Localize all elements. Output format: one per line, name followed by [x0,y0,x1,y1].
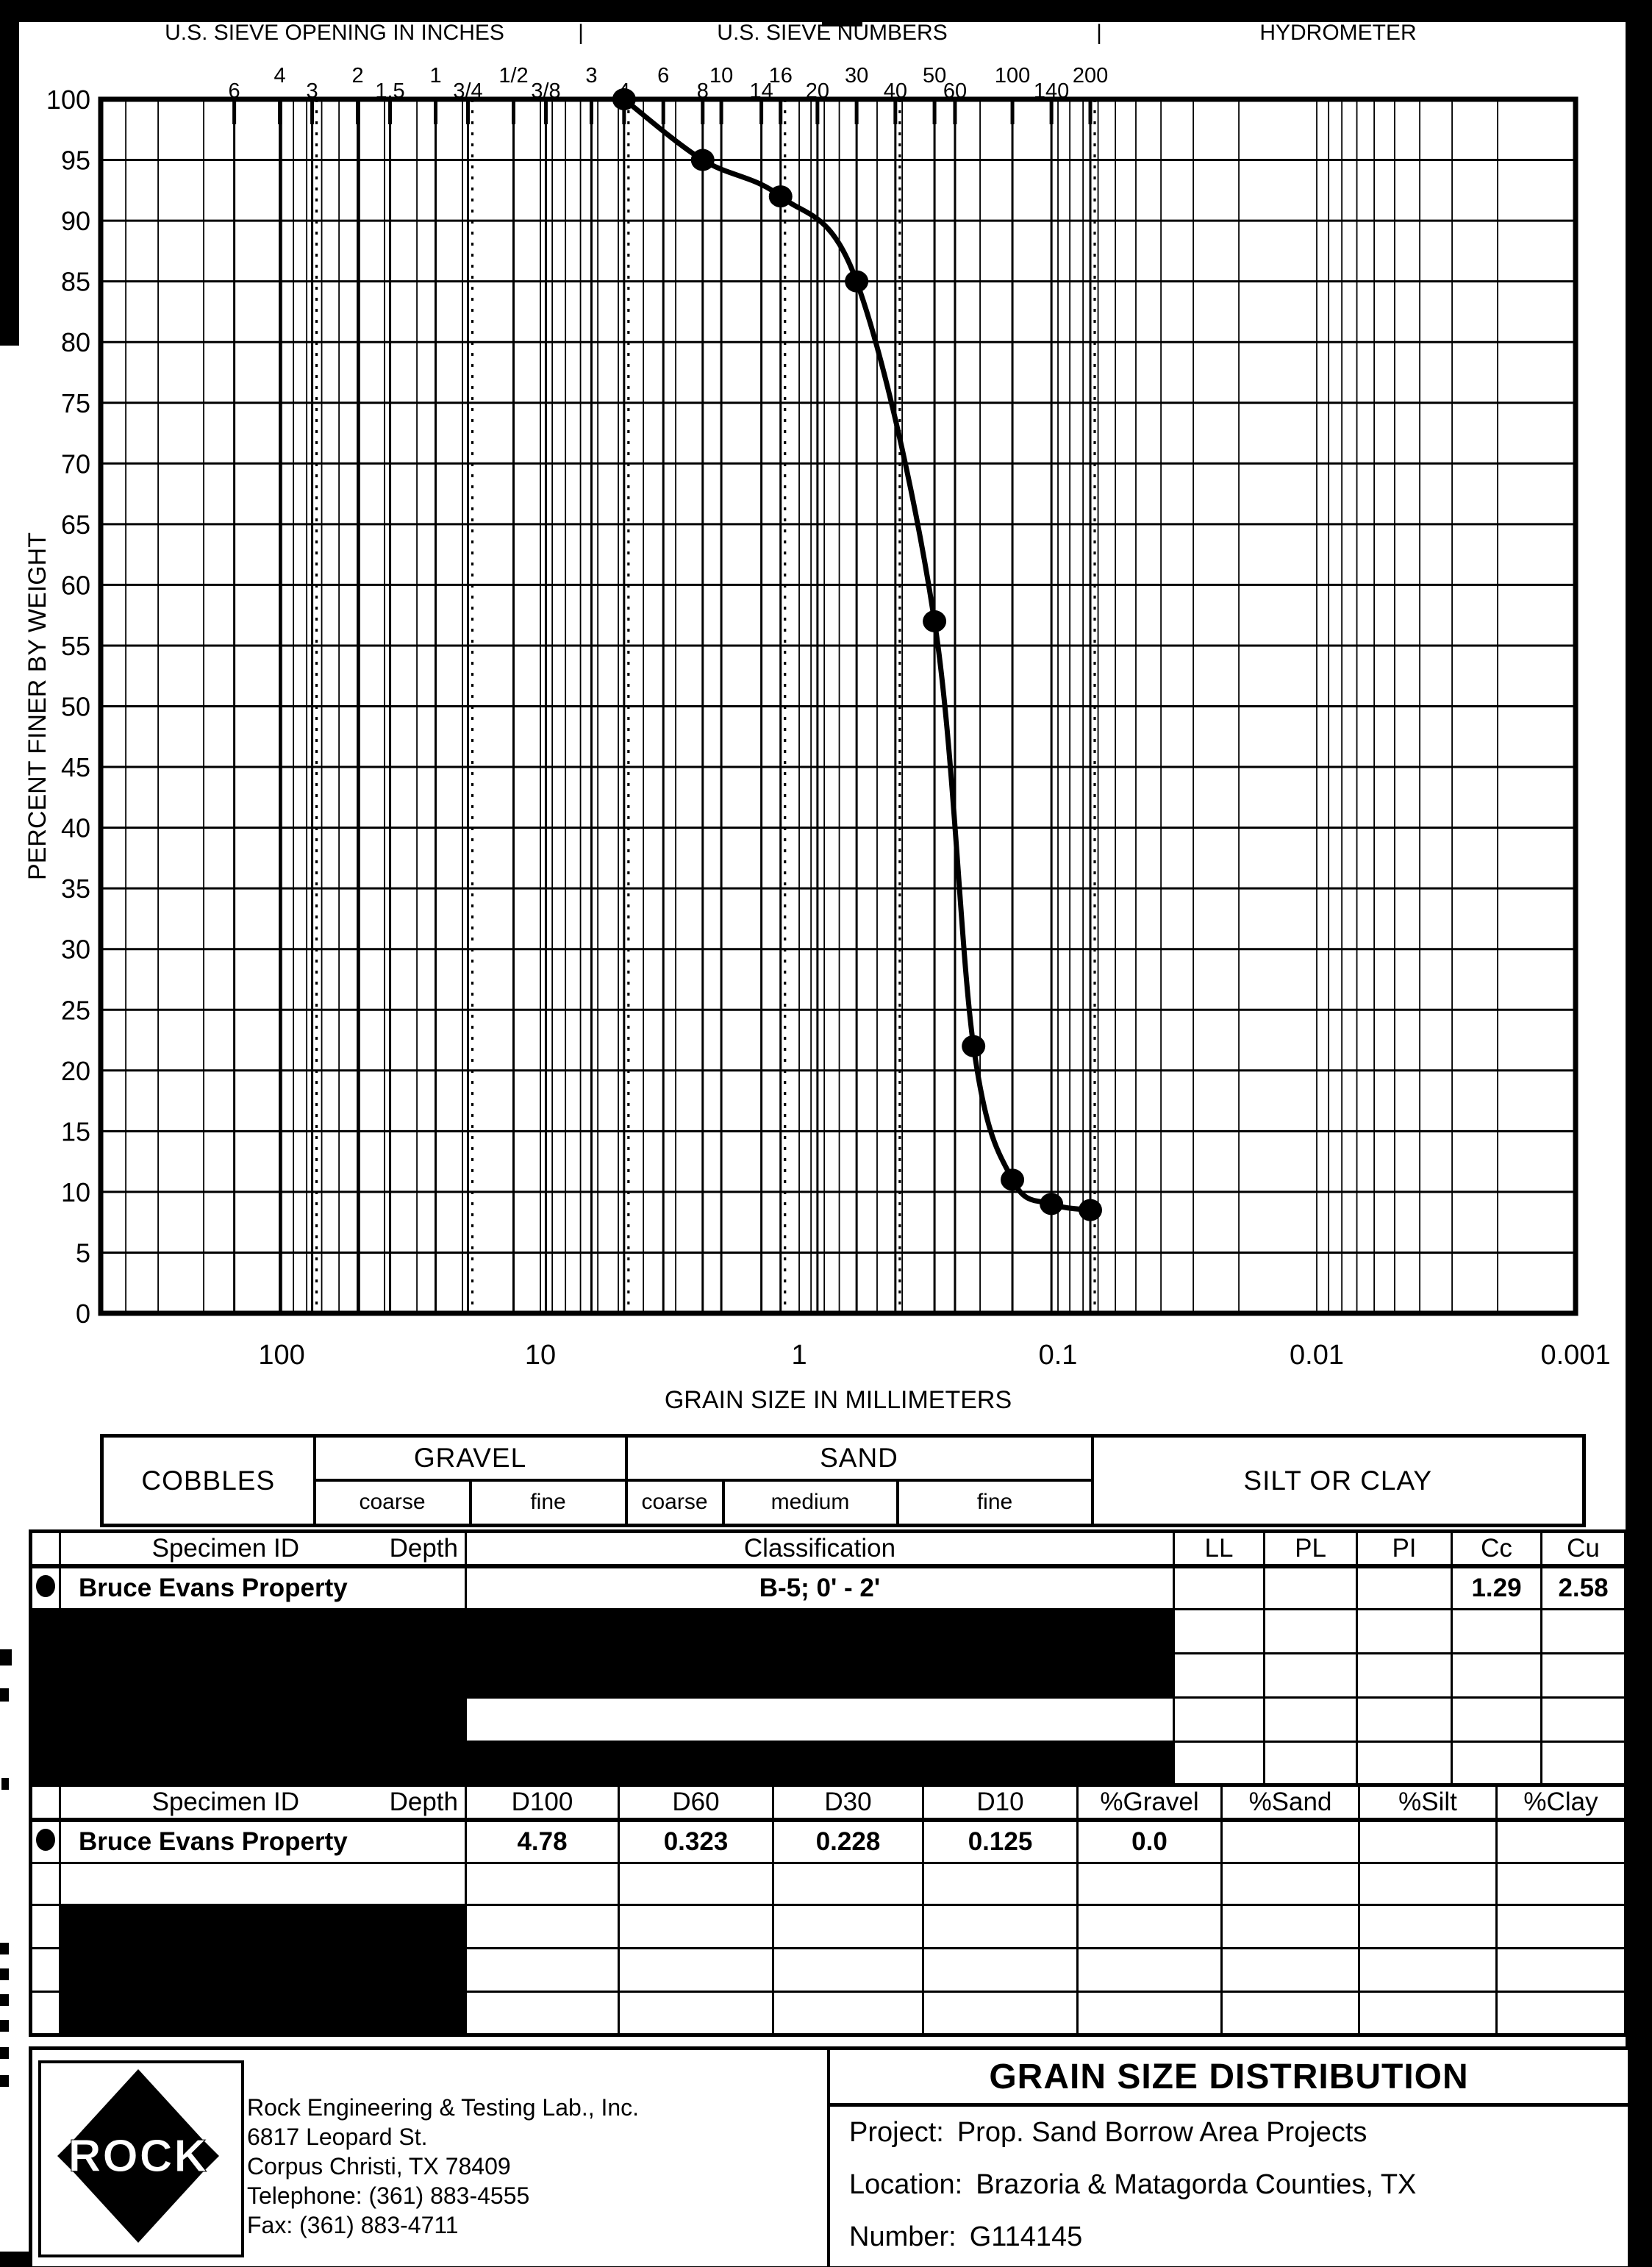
y-axis-tick-label: 80 [60,327,90,358]
specimen-id-cell: Bruce Evans Property [60,1820,466,1863]
clay-header: %Clay [1497,1785,1626,1821]
y-axis-tick-label: 70 [60,449,90,479]
project-info-section [830,2050,1628,2266]
sieve-tick-label: 6 [228,79,240,103]
sieve-tick-label: 3/8 [531,79,561,103]
band-sand-medium: medium [723,1480,898,1526]
y-axis-tick-label: 0 [75,1299,90,1329]
scan-mark [0,2020,9,2032]
y-axis-tick-label: 65 [60,509,90,540]
x-axis-tick-label: 0.001 [1540,1340,1611,1371]
y-axis-tick-label: 55 [60,630,90,661]
x-axis-tick-label: 0.1 [1038,1340,1078,1371]
band-gravel: GRAVEL [315,1436,626,1480]
data-point [691,149,715,171]
sieve-tick-label: 8 [696,79,709,103]
pl-header: PL [1265,1532,1357,1567]
x-axis-title: GRAIN SIZE IN MILLIMETERS [664,1386,1012,1414]
classification-header: Classification [466,1532,1174,1567]
data-point [962,1035,985,1057]
cc-cell: 1.29 [1452,1566,1542,1609]
y-axis-tick-label: 60 [60,570,90,601]
gravel-header: %Gravel [1078,1785,1222,1821]
lab-street: 6817 Leopard St. [247,2124,428,2150]
sieve-tick-label: 40 [883,79,907,103]
sieve-tick-label: 1 [429,64,442,88]
redacted-block [60,1904,466,1948]
number-value: G114145 [969,2221,1083,2252]
sieve-tick-label: 10 [709,64,734,88]
d10-header: D10 [923,1785,1078,1821]
sieve-tick-label: 1/2 [498,64,529,88]
sieve-tick-label: 50 [922,64,947,88]
y-axis-tick-label: 45 [60,752,90,783]
scan-mark [1,1778,9,1790]
specimen-depth-header [60,1785,466,1821]
band-cobbles: COBBLES [102,1436,315,1526]
data-point [769,185,793,207]
x-axis-tick-label: 100 [258,1340,305,1371]
band-silt-or-clay: SILT OR CLAY [1093,1436,1584,1526]
clay-cell [1497,1820,1626,1863]
ll-cell [1174,1566,1265,1609]
sieve-inches-band-label: U.S. SIEVE OPENING IN INCHES [165,21,504,45]
table-row-redacted [31,1697,1626,1741]
y-axis-tick-label: 85 [60,266,90,297]
sieve-tick-label: 100 [994,64,1031,88]
band-gravel-coarse: coarse [315,1480,471,1526]
band-sand-coarse: coarse [626,1480,723,1526]
scan-mark [0,1994,9,2006]
specimen-depth-header [60,1532,466,1567]
y-axis-tick-label: 20 [60,1055,90,1086]
bullet-col-header [31,1785,60,1821]
table-row-redacted [31,1991,1626,2035]
gravel-cell: 0.0 [1078,1820,1222,1863]
redacted-block [60,1948,466,1991]
classification-cell: B-5; 0' - 2' [466,1566,1174,1609]
silt-header: %Silt [1359,1785,1497,1821]
y-axis-tick-label: 50 [60,691,90,722]
lab-fax: Fax: (361) 883-4711 [247,2212,459,2238]
report-title: GRAIN SIZE DISTRIBUTION [830,2050,1628,2107]
d60-header: D60 [619,1785,773,1821]
band-sand-fine: fine [898,1480,1093,1526]
data-point [1040,1193,1063,1215]
number-label: Number: [849,2221,956,2252]
lab-phone: Telephone: (361) 883-4555 [247,2182,530,2209]
soil-classification-bar [100,1434,1586,1527]
sieve-tick-label: 4 [273,64,286,88]
ll-header: LL [1174,1532,1265,1567]
y-axis-tick-label: 25 [60,995,90,1026]
sieve-tick-label: 140 [1033,79,1070,103]
silt-cell [1359,1820,1497,1863]
scan-mark [0,2047,9,2059]
cc-header: Cc [1452,1532,1542,1567]
data-point [1001,1168,1024,1190]
sieve-tick-label: 30 [844,64,869,88]
y-axis-title: PERCENT FINER BY WEIGHT [24,532,51,880]
project-row [830,2107,1628,2159]
table-row [31,1820,1626,1863]
d100-cell: 4.78 [466,1820,619,1863]
lab-info-section [32,2050,830,2266]
lab-city: Corpus Christi, TX 78409 [247,2153,511,2179]
table-row-redacted [31,1904,1626,1948]
sieve-tick-label: 60 [943,79,968,103]
rock-logo-icon [41,2063,235,2249]
pi-cell [1357,1566,1452,1609]
sand-header: %Sand [1222,1785,1359,1821]
sieve-tick-label: 6 [657,64,670,88]
data-point [923,610,946,632]
redacted-block [31,1653,1174,1697]
table-row-redacted [31,1741,1626,1785]
series-bullet-icon [36,1575,55,1597]
lab-address [247,2093,639,2240]
y-axis-tick-label: 15 [60,1116,90,1147]
x-axis-tick-label: 1 [791,1340,807,1371]
sieve-tick-label: 20 [805,79,830,103]
scan-mark [0,1943,9,1954]
sieve-tick-label: 3 [306,79,318,103]
x-axis-tick-label: 0.01 [1290,1340,1345,1371]
y-axis-tick-label: 5 [75,1238,90,1268]
sieve-tick-label: 2 [351,64,364,88]
sieve-tick-label: 14 [749,79,773,103]
lab-name: Rock Engineering & Testing Lab., Inc. [247,2094,640,2121]
d-values-table [29,1783,1628,2037]
table-row-redacted [31,1948,1626,1991]
project-label: Project: [849,2117,944,2148]
redacted-block [60,1991,466,2035]
data-point [612,88,636,110]
rock-logo-text: ROCK [68,2131,209,2182]
scan-mark [0,1649,12,1666]
pi-header: PI [1357,1532,1452,1567]
depth-header: Depth [389,1788,458,1816]
number-row [830,2211,1628,2263]
sieve-tick-label: 3/4 [453,79,483,103]
bullet-col-header [31,1532,60,1567]
sieve-tick-label: 200 [1072,64,1109,88]
sieve-numbers-band-label: U.S. SIEVE NUMBERS [717,21,948,45]
d30-cell: 0.228 [773,1820,923,1863]
y-axis-tick-label: 95 [60,145,90,176]
table-row-redacted [31,1609,1626,1653]
specimen-id-header: Specimen ID [151,1534,299,1563]
data-point [1079,1199,1102,1221]
table-row-redacted [31,1653,1626,1697]
sieve-tick-label: 1.5 [375,79,405,103]
y-axis-tick-label: 40 [60,813,90,843]
scan-mark [0,1688,9,1702]
pl-cell [1265,1566,1357,1609]
y-axis-tick-label: 90 [60,206,90,237]
y-axis-tick-label: 100 [46,85,90,115]
d30-header: D30 [773,1785,923,1821]
classification-table [29,1529,1628,1788]
table-row-empty [31,1863,1626,1904]
x-axis-tick-label: 10 [524,1340,557,1371]
data-point [845,271,868,293]
series-bullet-icon [36,1829,55,1851]
hydrometer-band-label: HYDROMETER [1259,21,1417,45]
location-row [830,2159,1628,2211]
band-gravel-fine: fine [471,1480,626,1526]
y-axis-tick-label: 35 [60,874,90,904]
bullet-cell [31,1820,60,1863]
rock-logo [38,2060,244,2257]
band-separator: | [578,21,584,45]
d60-cell: 0.323 [619,1820,773,1863]
project-value: Prop. Sand Borrow Area Projects [956,2117,1367,2148]
band-sand: SAND [626,1436,1093,1480]
sieve-tick-label: 16 [768,64,793,88]
scan-mark [0,1968,9,1980]
y-axis-tick-label: 10 [60,1177,90,1207]
cu-header: Cu [1542,1532,1626,1567]
sand-cell [1222,1820,1359,1863]
d10-cell: 0.125 [923,1820,1078,1863]
d100-header: D100 [466,1785,619,1821]
sieve-tick-label: 3 [585,64,598,88]
table-row [31,1566,1626,1609]
y-axis-tick-label: 30 [60,934,90,965]
redacted-block [31,1697,466,1741]
location-label: Location: [849,2169,963,2200]
specimen-id-cell: Bruce Evans Property [60,1566,466,1609]
redacted-block [31,1609,1174,1653]
location-value: Brazoria & Matagorda Counties, TX [976,2169,1417,2200]
scan-mark [0,2075,9,2087]
cu-cell: 2.58 [1542,1566,1626,1609]
bullet-cell [31,1566,60,1609]
redacted-block [31,1741,1174,1785]
depth-header: Depth [389,1534,458,1563]
band-separator: | [1096,21,1102,45]
title-block [29,2046,1631,2267]
specimen-id-header: Specimen ID [151,1788,299,1816]
y-axis-tick-label: 75 [60,388,90,418]
